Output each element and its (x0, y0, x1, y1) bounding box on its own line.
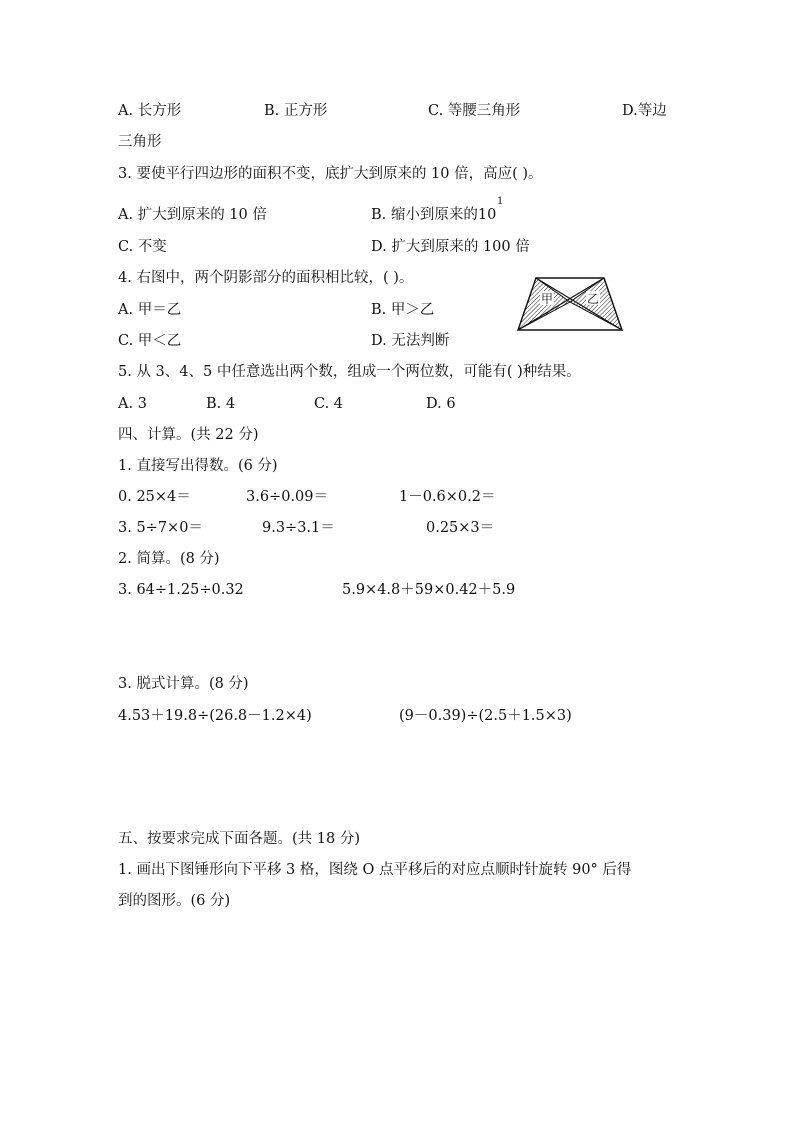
q5-option-b: B. 4 (206, 396, 236, 412)
calc-r2-c3: 0.25×3＝ (426, 520, 495, 536)
q4-stem: 4. 右图中，两个阴影部分的面积相比较，( )。 (118, 270, 414, 286)
section5-q1-line2: 到的图形。(6 分) (118, 893, 231, 909)
label-yi: 乙 (587, 292, 600, 306)
q3-fraction-numerator: 1 (497, 196, 504, 207)
q5-stem: 5. 从 3、4、5 中任意选出两个数，组成一个两位数，可能有( )种结果。 (118, 364, 581, 380)
q4-trapezoid-figure (514, 274, 626, 334)
calc-r1-c3: 1－0.6×0.2＝ (399, 489, 496, 505)
simplify-expression-1: 3. 64÷1.25÷0.32 (118, 582, 244, 598)
section4-sub3: 3. 脱式计算。(8 分) (118, 676, 249, 692)
section4-title: 四、计算。(共 22 分) (118, 427, 259, 443)
q4-option-a: A. 甲＝乙 (118, 302, 182, 318)
calc-r2-c2: 9.3÷3.1＝ (262, 520, 335, 536)
calc-r1-c2: 3.6÷0.09＝ (246, 489, 328, 505)
q3-option-a: A. 扩大到原来的 10 倍 (118, 207, 267, 223)
section4-sub1: 1. 直接写出得数。(6 分) (118, 458, 278, 474)
q4-option-d: D. 无法判断 (371, 333, 450, 349)
q3-option-c: C. 不变 (118, 239, 167, 255)
simplify-expression-2: 5.9×4.8＋59×0.42＋5.9 (342, 582, 516, 598)
label-jia: 甲 (541, 292, 554, 306)
stepwise-expression-1: 4.53＋19.8÷(26.8－1.2×4) (118, 708, 312, 724)
q2-option-d-continued: 三角形 (118, 134, 162, 150)
q4-option-b: B. 甲＞乙 (371, 302, 435, 318)
section4-sub2: 2. 简算。(8 分) (118, 551, 220, 567)
section5-q1-line1: 1. 画出下图锤形向下平移 3 格，图绕 O 点平移后的对应点顺时针旋转 90° 后得 (118, 862, 632, 878)
q5-option-a: A. 3 (118, 396, 147, 412)
q3-stem: 3. 要使平行四边形的面积不变，底扩大到原来的 10 倍，高应( )。 (118, 166, 543, 182)
q2-option-c: C. 等腰三角形 (428, 103, 521, 119)
q2-option-a: A. 长方形 (118, 103, 182, 119)
q2-option-d: D.等边 (622, 103, 667, 119)
section5-title: 五、按要求完成下面各题。(共 18 分) (118, 831, 360, 847)
q3-option-d: D. 扩大到原来的 100 倍 (371, 239, 530, 255)
q3-option-b: B. 缩小到原来的10 (371, 207, 497, 223)
q4-option-c: C. 甲＜乙 (118, 333, 182, 349)
q5-option-c: C. 4 (314, 396, 344, 412)
calc-r1-c1: 0. 25×4＝ (118, 489, 191, 505)
q2-option-b: B. 正方形 (264, 103, 328, 119)
q5-option-d: D. 6 (426, 396, 456, 412)
calc-r2-c1: 3. 5÷7×0＝ (118, 520, 203, 536)
stepwise-expression-2: (9－0.39)÷(2.5＋1.5×3) (399, 708, 572, 724)
